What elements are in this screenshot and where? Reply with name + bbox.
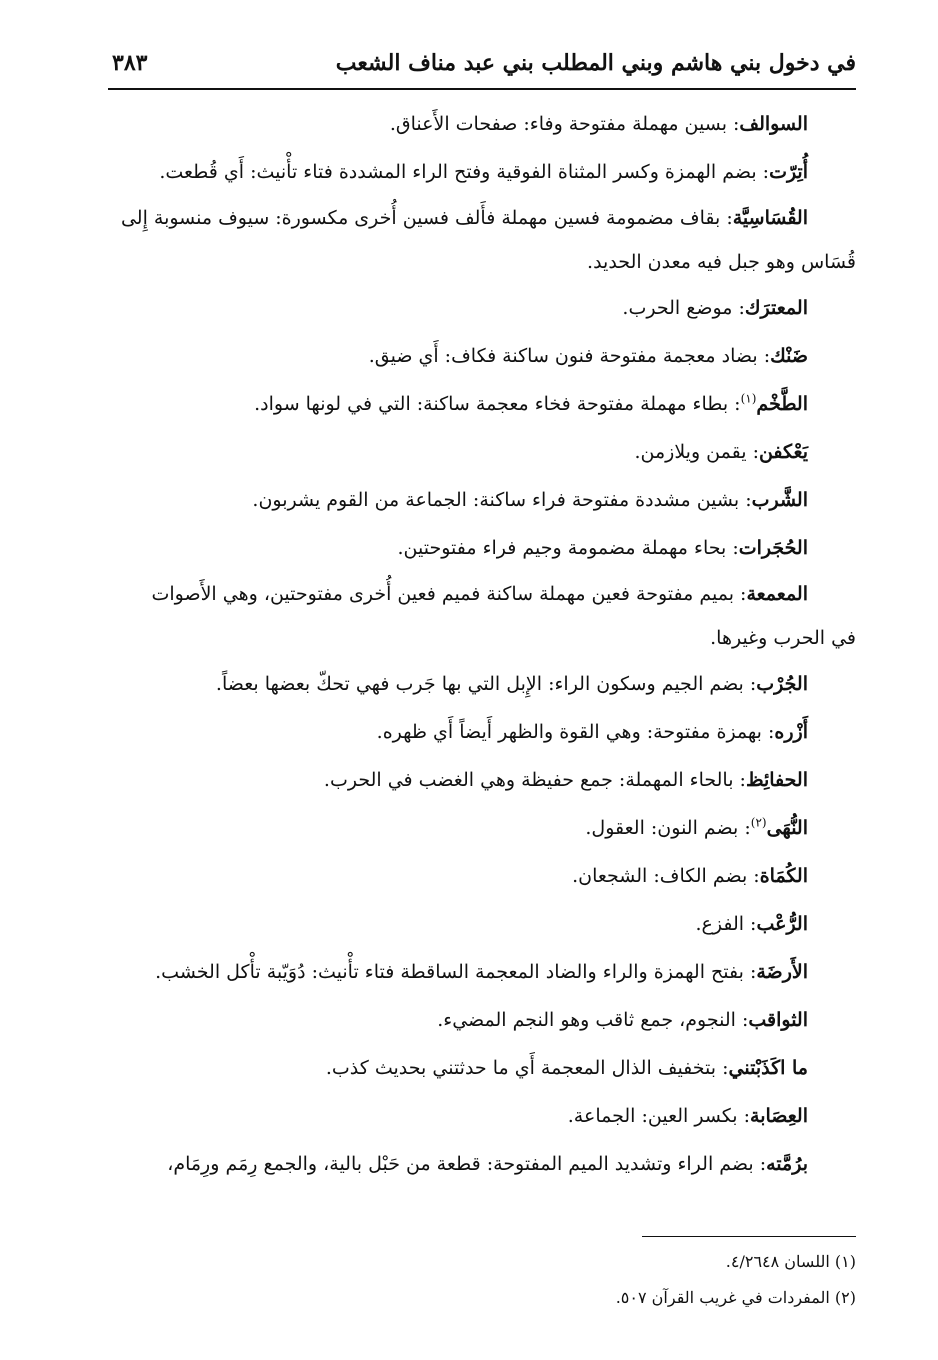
entry-definition: : بفتح الهمزة والراء والضاد المعجمة الساقطة فتاء تأْنيث: دُوَيّبة تأْكل الخشب.: [155, 961, 757, 983]
entry-definition: : بقاف مضمومة فسين مهملة فأَلف فسين أُخرى مكسورة: سيوف منسوبة إِلى: [120, 207, 733, 229]
entry-term: برُمَّته: [766, 1153, 808, 1175]
glossary-entry: [112, 100, 856, 148]
footnotes: [112, 1244, 856, 1316]
glossary-entry: [112, 380, 856, 428]
glossary-entry: [112, 572, 856, 660]
entry-definition: : الفزع.: [695, 913, 757, 935]
entry-definition: : بحاء مهملة مضمومة وجيم فراء مفتوحتين.: [397, 537, 739, 559]
glossary-entry: [112, 284, 856, 332]
glossary-entry: [112, 660, 856, 708]
glossary-entry: [112, 900, 856, 948]
entry-term: العِصَابة: [750, 1105, 808, 1127]
glossary-body: [112, 100, 856, 1188]
entry-definition: : يقمن ويلازمن.: [634, 441, 759, 463]
entry-term: الحفائِظ: [745, 769, 808, 791]
glossary-entry: [112, 524, 856, 572]
entry-definition: : بطاء مهملة مفتوحة فخاء معجمة ساكنة: التي في لونها سواد.: [254, 393, 741, 415]
entry-definition: : بشين مشددة مفتوحة فراء ساكنة: الجماعة من القوم يشربون.: [252, 489, 752, 511]
entry-definition: : بضم النون: العقول.: [585, 817, 751, 839]
entry-definition: : النجوم، جمع ثاقب وهو النجم المضيء.: [437, 1009, 749, 1031]
footnote-separator: [642, 1236, 856, 1237]
glossary-entry: [112, 148, 856, 196]
entry-term: الطَّخْم: [756, 393, 808, 415]
page-number: ٣٨٣: [112, 50, 148, 76]
entry-term: النُّهَى: [766, 817, 808, 839]
entry-term: ما اكَذَبْتني: [728, 1057, 808, 1079]
entry-definition: : بكسر العين: الجماعة.: [567, 1105, 751, 1127]
glossary-entry: [112, 196, 856, 284]
entry-term: أُتِرّت: [769, 161, 808, 183]
glossary-entry: [112, 948, 856, 996]
entry-definition: : بضاد معجمة مفتوحة فنون ساكنة فكاف: أَي ضيق.: [368, 345, 771, 367]
entry-term: القُسَاسِيَّة: [732, 207, 808, 229]
glossary-entry: [112, 476, 856, 524]
glossary-entry: [112, 332, 856, 380]
page-header: [108, 44, 856, 90]
glossary-entry: [112, 756, 856, 804]
glossary-entry: [112, 996, 856, 1044]
glossary-entry: [112, 1044, 856, 1092]
footnote-marker[interactable]: (١): [740, 391, 757, 406]
entry-definition: : بضم الهمزة وكسر المثناة الفوقية وفتح الراء المشددة فتاء تأْنيث: أَي قُطعت.: [159, 161, 770, 183]
entry-term: الأَرضَة: [756, 961, 808, 983]
entry-definition: : بسين مهملة مفتوحة وفاء: صفحات الأَعناق.: [389, 113, 740, 135]
entry-term: ضَنْك: [770, 345, 808, 367]
footnote-1: (١) اللسان ٤/٢٦٤٨.: [725, 1252, 856, 1271]
entry-definition: : بضم الراء وتشديد الميم المفتوحة: قطعة من حَبْل بالية، والجمع رِمَم ورِمَام،: [167, 1153, 767, 1175]
entry-definition: : موضع الحرب.: [622, 297, 745, 319]
entry-term: الكُمَاة: [759, 865, 808, 887]
entry-definition: : بالحاء المهملة: جمع حفيظة وهي الغضب في الحرب.: [323, 769, 746, 791]
entry-term: المعمعة: [746, 583, 808, 605]
glossary-entry: [112, 1140, 856, 1188]
glossary-entry: [112, 428, 856, 476]
entry-term: الحُجَرات: [738, 537, 808, 559]
entry-definition: : بضم الجيم وسكون الراء: الإِبل التي بها جَرب فهي تحكّ بعضها بعضاً.: [215, 673, 757, 695]
entry-term: الشَّرب: [751, 489, 808, 511]
entry-term: أَزْره: [774, 721, 808, 743]
running-title: في دخول بني هاشم وبني المطلب بني عبد مناف الشعب: [335, 50, 856, 76]
entry-term: الرُّعْب: [756, 913, 808, 935]
glossary-entry: [112, 804, 856, 852]
entry-term: السوالف: [739, 113, 808, 135]
entry-continuation: في الحرب وغيرها.: [710, 627, 856, 649]
entry-term: الجُرْب: [756, 673, 808, 695]
glossary-entry: [112, 708, 856, 756]
glossary-entry: [112, 1092, 856, 1140]
entry-continuation: قُسَاس وهو جبل فيه معدن الحديد.: [587, 251, 856, 273]
footnote-marker[interactable]: (٢): [750, 815, 767, 830]
entry-term: المعترَك: [744, 297, 808, 319]
glossary-entry: [112, 852, 856, 900]
entry-definition: : بهمزة مفتوحة: وهي القوة والظهر أَيضاً أَي ظهره.: [376, 721, 775, 743]
footnote-2: (٢) المفردات في غريب القرآن ٥٠٧.: [615, 1288, 856, 1307]
entry-definition: : بضم الكاف: الشجعان.: [572, 865, 760, 887]
entry-definition: : بميم مفتوحة فعين مهملة ساكنة فميم فعين أُخرى مفتوحتين، وهي الأَصوات: [151, 583, 747, 605]
entry-definition: : بتخفيف الذال المعجمة أَي ما حدثتني بحديث كذب.: [325, 1057, 729, 1079]
entry-term: يَعْكفن: [758, 441, 808, 463]
entry-term: الثواقب: [748, 1009, 808, 1031]
